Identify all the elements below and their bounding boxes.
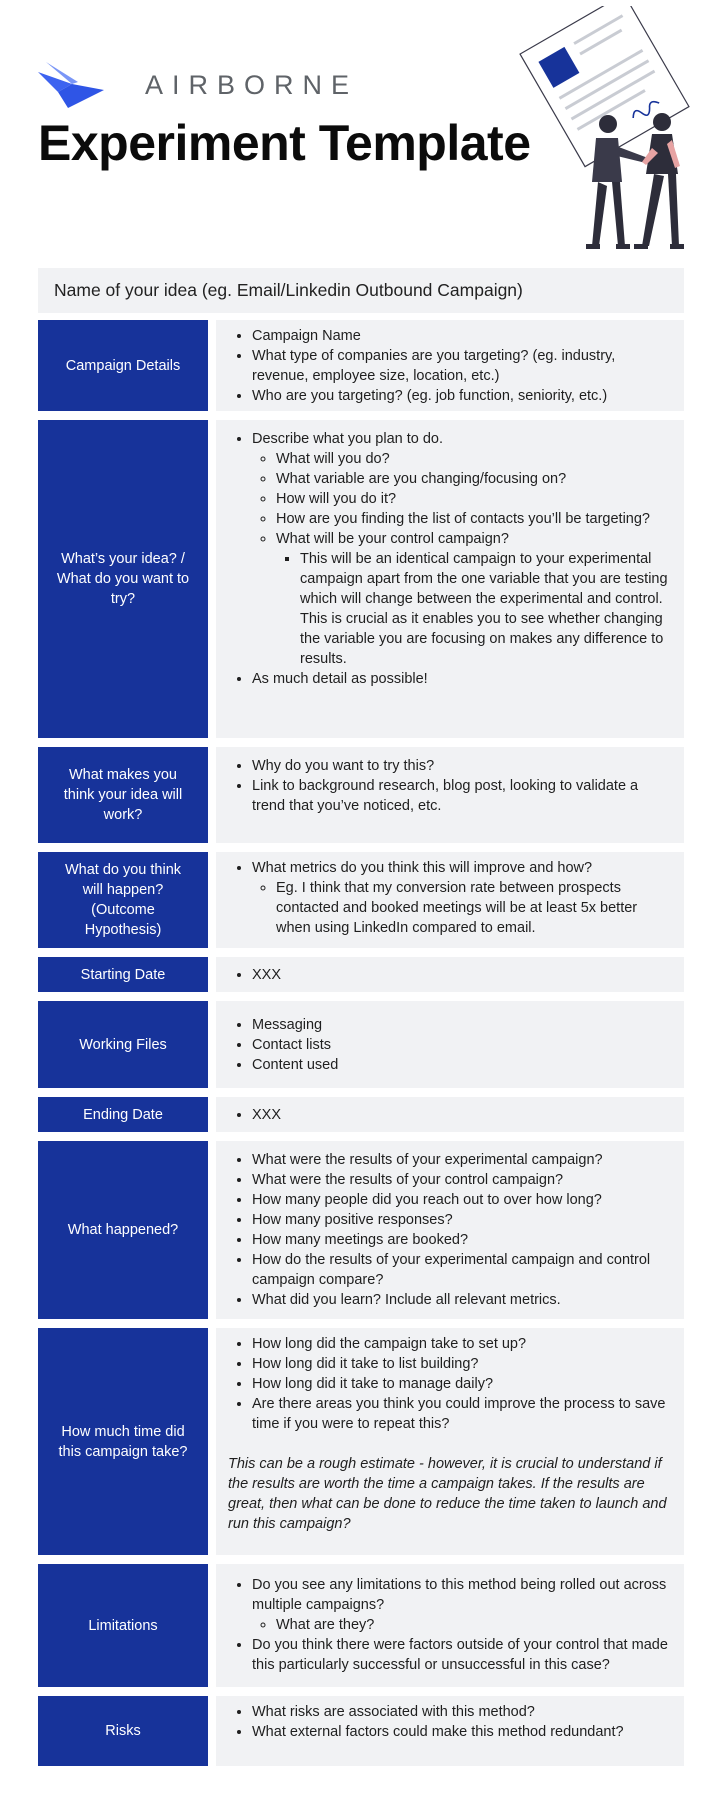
list-item: • Why do you want to try this? [252,756,674,776]
list-item: • Are there areas you think you could improve the process to save time if you were to repeat this? [252,1394,674,1434]
list-item-text: What metrics do you think this will improve and how? [252,860,593,876]
list-item: • Do you think there were factors outside of your control that made this particularly successful or unsuccessful in this case? [252,1635,674,1675]
list-item: • What were the results of your control campaign? [252,1170,674,1190]
list-item: • XXX [252,965,281,985]
list-item: ◦ What are they? [276,1615,674,1635]
header [0,0,720,262]
row-label: Campaign Details [38,320,208,411]
row-label: What’s your idea? / What do you want to try? [38,420,208,738]
list-item: • What risks are associated with this method? [252,1702,674,1722]
list-item: • What did you learn? Include all relevant metrics. [252,1290,674,1310]
list-item: • How many meetings are booked? [252,1230,674,1250]
list-item-text: What will be your control campaign? [276,531,509,547]
paper-plane-bird-icon [38,62,104,108]
row-content[interactable] [216,1141,684,1319]
row-content[interactable] [216,1564,684,1687]
list-item: • What type of companies are you targeting? (eg. industry, revenue, employee size, location, etc.) [252,346,674,386]
row-label: Working Files [38,1001,208,1088]
row-content[interactable] [216,852,684,948]
row-idea [38,420,684,738]
row-content[interactable] [216,747,684,843]
list-item: ◦ How will you do it? [276,489,674,509]
list-item: • How long did the campaign take to set up? [252,1334,674,1354]
row-label: Starting Date [38,957,208,992]
row-campaign-details [38,320,684,411]
row-label: Ending Date [38,1097,208,1132]
list-item: • How many people did you reach out to over how long? [252,1190,674,1210]
row-content[interactable] [216,320,684,411]
list-item: • Messaging [252,1015,338,1035]
list-item-text: Describe what you plan to do. [252,431,444,447]
list-item: ▪ This will be an identical campaign to your experimental campaign apart from the one variable that you are testing which will change between the experimental and control. This is crucial as it enables you to see whether changing the variable you are focusing on makes any difference to results. [300,549,674,669]
list-item: • As much detail as possible! [252,669,674,689]
row-label: What makes you think your idea will work? [38,747,208,843]
list-item: • How long did it take to list building? [252,1354,674,1374]
row-limitations [38,1564,684,1687]
page-title: Experiment Template [38,115,531,171]
list-item: ◦ Eg. I think that my conversion rate between prospects contacted and booked meetings will be at least 5x better when using LinkedIn compared to email. [276,878,674,938]
list-item: • Contact lists [252,1035,338,1055]
list-item [252,1575,674,1635]
row-label: How much time did this campaign take? [38,1328,208,1555]
row-content[interactable] [216,1097,684,1132]
row-content[interactable] [216,1001,684,1088]
row-working-files [38,1001,684,1088]
list-item: • What external factors could make this method redundant? [252,1722,674,1742]
list-item: • How many positive responses? [252,1210,674,1230]
row-starting-date [38,957,684,992]
list-item [276,529,674,669]
list-item: • Content used [252,1055,338,1075]
list-item-text: Do you see any limitations to this method being rolled out across multiple campaigns? [252,1577,667,1613]
list-item: ◦ What will you do? [276,449,674,469]
list-item: • How do the results of your experimental campaign and control campaign compare? [252,1250,674,1290]
note-text: This can be a rough estimate - however, it is crucial to understand if the results are worth the time a campaign takes. If the results are great, then what can be done to reduce the time taken to launch and run this campaign? [228,1456,667,1532]
list-item: • Campaign Name [252,326,674,346]
row-what-happened [38,1141,684,1319]
row-label: What happened? [38,1141,208,1319]
list-item: • XXX [252,1105,281,1125]
list-item: • Link to background research, blog post, looking to validate a trend that you’ve noticed, etc. [252,776,674,816]
list-item: • What were the results of your experimental campaign? [252,1150,674,1170]
row-content[interactable] [216,1696,684,1766]
row-label: Limitations [38,1564,208,1687]
list-item: ◦ What variable are you changing/focusing on? [276,469,674,489]
list-item: • Who are you targeting? (eg. job function, seniority, etc.) [252,386,674,406]
row-time-taken [38,1328,684,1555]
row-label: What do you think will happen? (Outcome Hypothesis) [38,852,208,948]
row-label: Risks [38,1696,208,1766]
row-content[interactable] [216,957,684,992]
list-item [252,858,674,938]
row-content[interactable] [216,1328,684,1555]
handshake-contract-illustration [512,6,690,256]
idea-name-field[interactable]: Name of your idea (eg. Email/Linkedin Outbound Campaign) [38,268,684,313]
row-hypothesis [38,852,684,948]
row-risks [38,1696,684,1766]
brand-name: AIRBORNE [145,70,359,100]
list-item [252,429,674,669]
row-ending-date [38,1097,684,1132]
list-item: ◦ How are you finding the list of contacts you’ll be targeting? [276,509,674,529]
row-rationale [38,747,684,843]
experiment-table [38,320,684,1775]
list-item: • How long did it take to manage daily? [252,1374,674,1394]
row-content[interactable] [216,420,684,738]
